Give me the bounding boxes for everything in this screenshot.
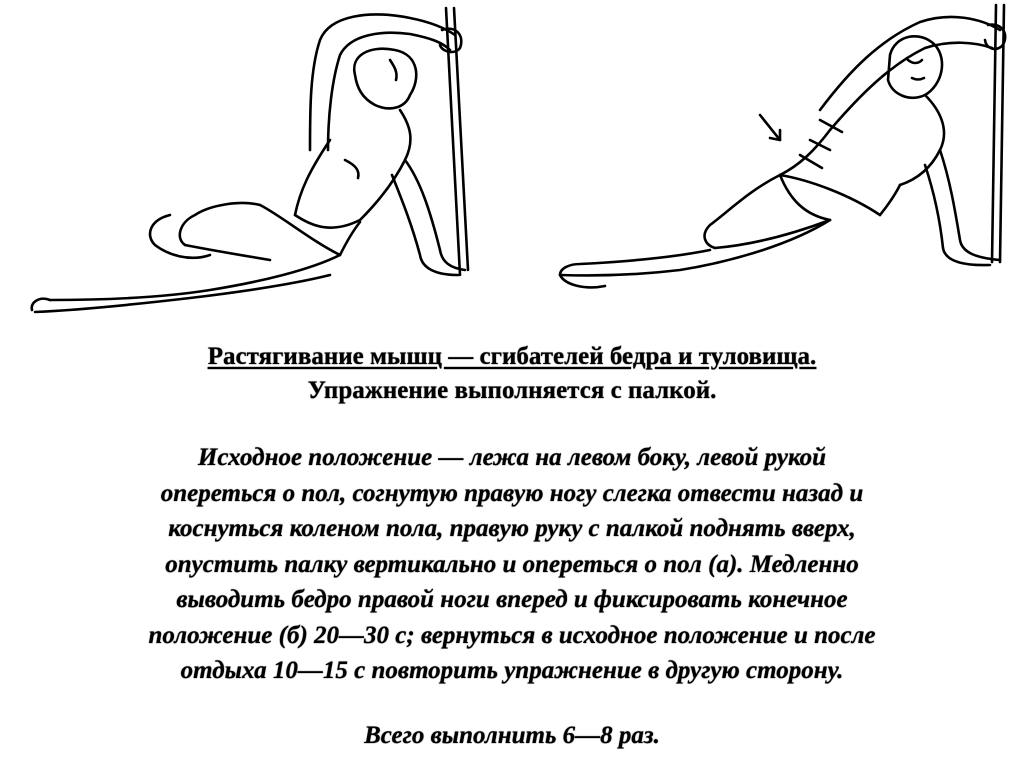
description-line: опереться о пол, согнутую правую ногу слегка отвести назад и [160, 479, 864, 507]
description-line: Исходное положение — лежа на левом боку, левой рукой [197, 444, 827, 471]
description-line: коснуться коленом пола, правую руку с палкой поднять вверх, [168, 515, 856, 542]
title-line: Растягивание мышц — сгибателей бедра и туловища. [207, 343, 817, 370]
exercise-description [30, 440, 994, 689]
illustration-start-position [10, 0, 500, 345]
repetition-note: Всего выполнить 6—8 раз. [364, 722, 660, 749]
subtitle-line: Упражнение выполняется с палкой. [307, 377, 717, 404]
person-stretch-final-illustration [530, 0, 1020, 345]
description-line: положение (б) 20—30 с; вернуться в исходное положение и после [148, 621, 876, 649]
person-stretch-start-illustration [10, 0, 500, 345]
illustration-final-position [530, 0, 1020, 345]
exercise-title [0, 340, 1024, 408]
description-line: опустить палку вертикально и опереться о пол (а). Медленно [165, 550, 859, 578]
description-line: отдыха 10—15 с повторить упражнение в другую сторону. [180, 657, 844, 684]
description-line: выводить бедро правой ноги вперед и фиксировать конечное [176, 586, 848, 613]
